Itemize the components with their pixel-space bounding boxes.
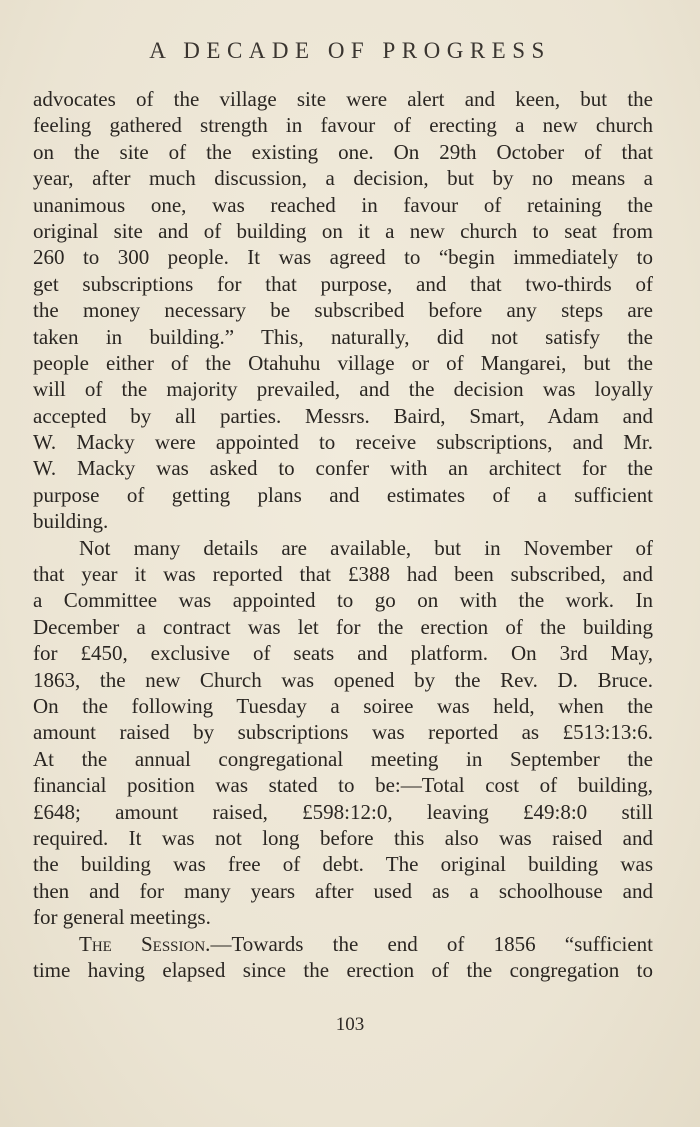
text-line: £648; amount raised, £598:12:0, leaving £49:8:0 still (33, 799, 653, 824)
text-line: unanimous one, was reached in favour of retaining the (33, 192, 653, 217)
text-line: purpose of getting plans and estimates of a sufficient (33, 482, 653, 507)
text-line: W. Macky was asked to confer with an architect for the (33, 456, 653, 481)
text-line: building. (33, 509, 109, 534)
page-number: 103 (335, 1014, 365, 1035)
text-line: time having elapsed since the erection of the congregation to (33, 957, 653, 982)
text-line: At the annual congregational meeting in September the (33, 746, 653, 771)
text-line: feeling gathered strength in favour of erecting a new church (33, 113, 653, 138)
text-line: a Committee was appointed to go on with the work. In (33, 588, 653, 613)
text-run: —Towards the end of 1856 “sufficient (210, 931, 653, 956)
text-line: then and for many years after used as a schoolhouse and (33, 878, 653, 903)
text-line: on the site of the existing one. On 29th October of that (33, 139, 653, 164)
text-line: taken in building.” This, naturally, did not satisfy the (33, 324, 653, 349)
text-line: that year it was reported that £388 had been subscribed, and (33, 562, 653, 587)
text-line: financial position was stated to be:—Total cost of building, (33, 773, 653, 798)
text-line: people either of the Otahuhu village or of Mangarei, but the (33, 350, 653, 375)
text-line: Not many details are available, but in November of (79, 535, 653, 560)
text-line: On the following Tuesday a soiree was held, when the (33, 693, 653, 718)
text-line: amount raised by subscriptions was reported as £513:13:6. (33, 720, 653, 745)
text-line: the money necessary be subscribed before any steps are (33, 298, 653, 323)
text-line: 1863, the new Church was opened by the Rev. D. Bruce. (33, 667, 653, 692)
text-line: the building was free of debt. The original building was (33, 852, 653, 877)
text-line: will of the majority prevailed, and the decision was loyally (33, 377, 653, 402)
text-line: year, after much discussion, a decision, but by no means a (33, 166, 653, 191)
text-line: original site and of building on it a new church to seat from (33, 218, 653, 243)
section-heading: The Session. (79, 931, 211, 956)
text-line: advocates of the village site were alert and keen, but the (33, 87, 653, 111)
text-line: for general meetings. (33, 905, 211, 930)
text-line (33, 931, 653, 957)
text-line: accepted by all parties. Messrs. Baird, Smart, Adam and (33, 403, 653, 428)
text-line: 260 to 300 people. It was agreed to “begin immediately to (33, 245, 653, 270)
text-line: required. It was not long before this also was raised and (33, 825, 653, 850)
paragraph-session (33, 931, 653, 984)
text-line: December a contract was let for the erection of the building (33, 614, 653, 639)
text-block (33, 86, 653, 983)
paragraph-new-church (33, 535, 653, 931)
text-line: for £450, exclusive of seats and platform. On 3rd May, (33, 641, 653, 666)
running-head: A DECADE OF PROGRESS (149, 38, 551, 63)
text-line: W. Macky were appointed to receive subscriptions, and Mr. (33, 430, 653, 455)
paragraph-village-site (33, 86, 653, 535)
text-line: get subscriptions for that purpose, and that two-thirds of (33, 271, 653, 296)
